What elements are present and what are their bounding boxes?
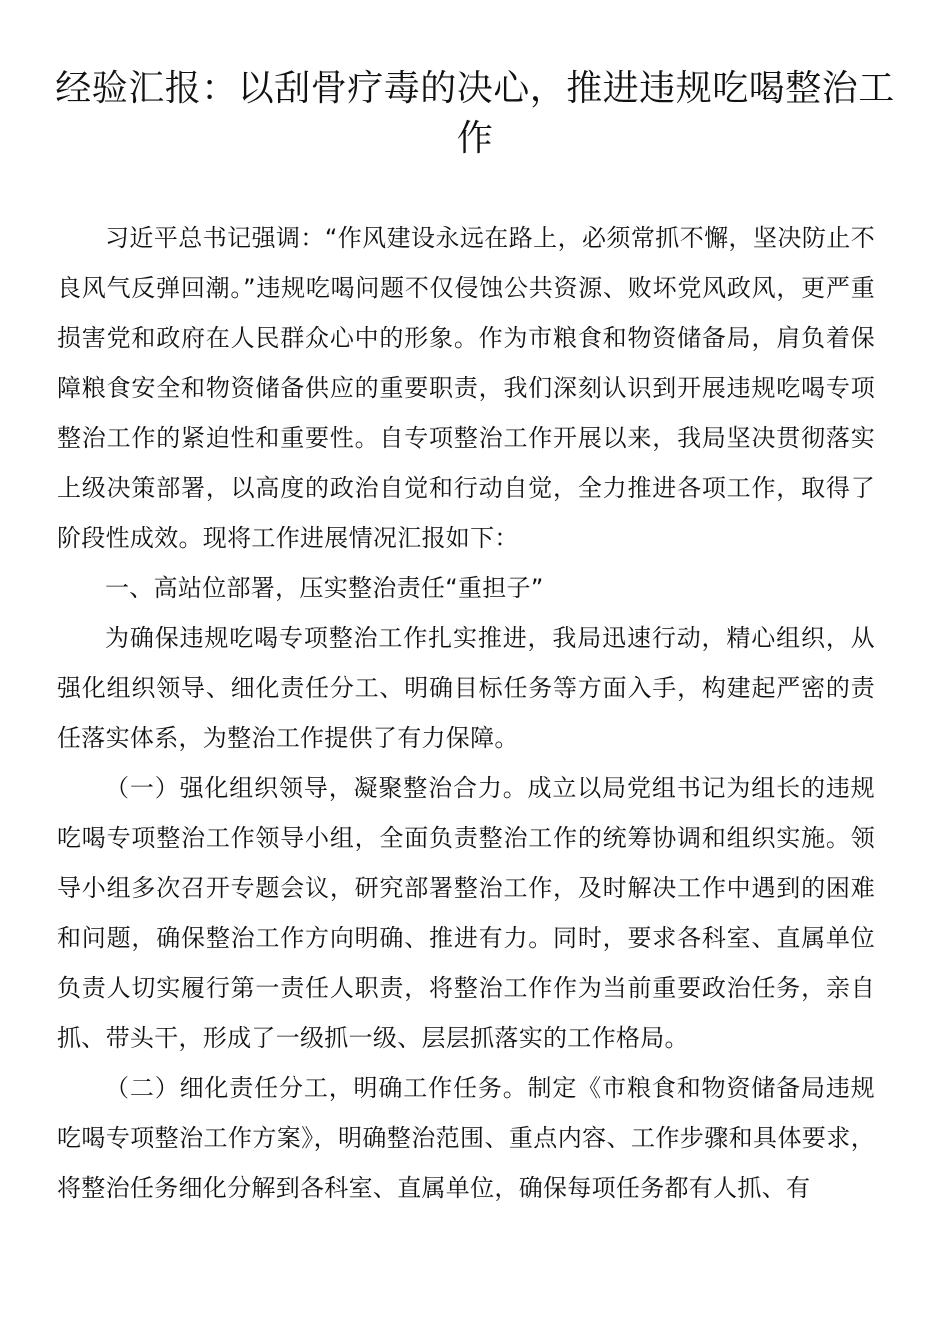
page-title: 经验汇报：以刮骨疗毒的决心，推进违规吃喝整治工作 — [55, 68, 895, 159]
section-intro-paragraph: 为确保违规吃喝专项整治工作扎实推进，我局迅速行动，精心组织，从强化组织领导、细化责任分工、明确目标任务等方面入手，构建起严密的责任落实体系，为整治工作提供了有力保障。 — [57, 624, 875, 752]
subsection-paragraph-1: （一）强化组织领导，凝聚整治合力。成立以局党组书记为组长的违规吃喝专项整治工作领导小组，全面负责整治工作的统筹协调和组织实施。领导小组多次召开专题会议，研究部署整治工作，及时解决工作中遇到的困难和问题，确保整治工作方向明确、推进有力。同时，要求各科室、直属单位负责人切实履行第一责任人职责，将整治工作作为当前重要政治任务，亲自抓、带头干，形成了一级抓一级、层层抓落实的工作格局。 — [57, 774, 875, 1052]
subsection-paragraph-2: （二）细化责任分工，明确工作任务。制定《市粮食和物资储备局违规吃喝专项整治工作方案》，明确整治范围、重点内容、工作步骤和具体要求，将整治任务细化分解到各科室、直属单位，确保每项任务都有人抓、有 — [57, 1074, 875, 1202]
document-body — [57, 213, 875, 1213]
intro-paragraph: 习近平总书记强调：“作风建设永远在路上，必须常抓不懈，坚决防止不良风气反弹回潮。”违规吃喝问题不仅侵蚀公共资源、败坏党风政风，更严重损害党和政府在人民群众心中的形象。作为市粮食和物资储备局，肩负着保障粮食安全和物资储备供应的重要职责，我们深刻认识到开展违规吃喝专项整治工作的紧迫性和重要性。自专项整治工作开展以来，我局坚决贯彻落实上级决策部署，以高度的政治自觉和行动自觉，全力推进各项工作，取得了阶段性成效。现将工作进展情况汇报如下： — [57, 224, 875, 552]
section-heading: 一、高站位部署，压实整治责任“重担子” — [105, 574, 544, 602]
